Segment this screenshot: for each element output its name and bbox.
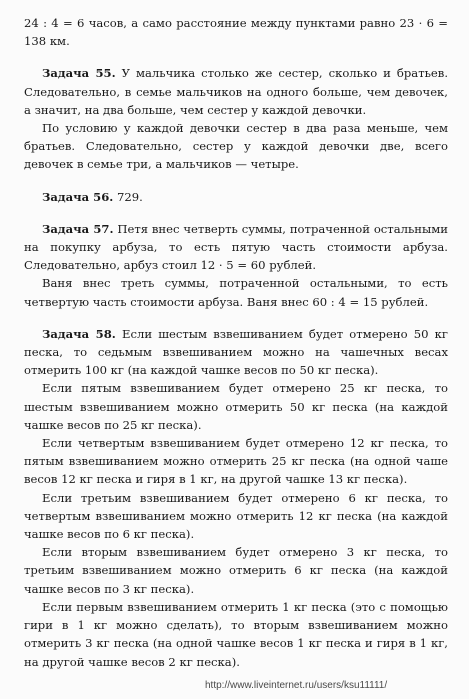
problem-58-paragraph-2: Если пятым взвешиванием будет отмерено 25 кг песка, то шестым взвешиванием можно отмерить 50 кг песка (на каждой чашке весов по 25 кг песка). bbox=[24, 381, 448, 432]
watermark-url: http://www.liveinternet.ru/users/ksu11111/ bbox=[205, 680, 388, 691]
problem-58-paragraph-5: Если вторым взвешиванием будет отмерено 3 кг песка, то третьим взвешиванием можно отмерить 6 кг песка (на каждой чашке весов по 3 кг песка). bbox=[24, 545, 448, 596]
problem-56-label: Задача 56. bbox=[42, 189, 114, 204]
problem-55-paragraph-2: По условию у каждой девочки сестер в два раза меньше, чем братьев. Следовательно, сестер у каждой девочки две, всего девочек в семье три, а мальчиков — четыре. bbox=[24, 121, 448, 172]
problem-58-label: Задача 58. bbox=[42, 326, 116, 341]
problem-58-paragraph-3: Если четвертым взвешиванием будет отмерено 12 кг песка, то пятым взвешиванием можно отмерить 25 кг песка (на одной чаше весов 12 кг песка и гиря в 1 кг, на другой чашке 13 кг песка). bbox=[24, 436, 448, 487]
problem-55-label: Задача 55. bbox=[42, 66, 116, 81]
problem-55 bbox=[24, 64, 448, 119]
page-text bbox=[24, 14, 448, 671]
problem-58-text-1: Если шестым взвешиванием будет отмерено 50 кг песка, то седьмым взвешиванием можно на чашечных весах отмерить 100 кг (на каждой чашке весов по 50 кг песка). bbox=[24, 326, 448, 378]
problem-58-paragraph-4: Если третьим взвешиванием будет отмерено 6 кг песка, то четвертым взвешиванием можно отмерить 12 кг песка (на каждой чашке весов по 6 кг песка). bbox=[24, 490, 448, 542]
problem-57-text-1: Петя внес четверть суммы, потраченной остальными на покупку арбуза, то есть пятую часть стоимости арбуза. Следовательно, арбуз стоил 12 · 5 = 60 рублей. bbox=[24, 221, 448, 273]
problem-57-paragraph-2: Ваня внес треть суммы, потраченной остальными, то есть четвертую часть стоимости арбуза. Ваня внес 60 : 4 = 15 рублей. bbox=[24, 276, 448, 309]
problem-56-answer: 729. bbox=[113, 189, 143, 204]
problem-57-label: Задача 57. bbox=[42, 221, 114, 236]
problem-58-paragraph-6: Если первым взвешиванием отмерить 1 кг песка (это с помощью гири в 1 кг можно сделать), то вторым взвешиванием можно отмерить 3 кг песка (на одной чашке весов 1 кг песка и гиря в 1 кг, на другой чашке весов 2 кг песка). bbox=[24, 599, 448, 669]
problem-57 bbox=[24, 220, 448, 275]
problem-56 bbox=[24, 188, 448, 206]
solution-continuation: 24 : 4 = 6 часов, а само расстояние между пунктами равно 23 · 6 = 138 км. bbox=[24, 16, 448, 49]
problem-58 bbox=[24, 325, 448, 380]
problem-55-text-1: У мальчика столько же сестер, сколько и братьев. Следовательно, в семье мальчиков на одного больше, чем девочек, а значит, на два больше, чем сестер у каждой девочки. bbox=[24, 66, 448, 117]
